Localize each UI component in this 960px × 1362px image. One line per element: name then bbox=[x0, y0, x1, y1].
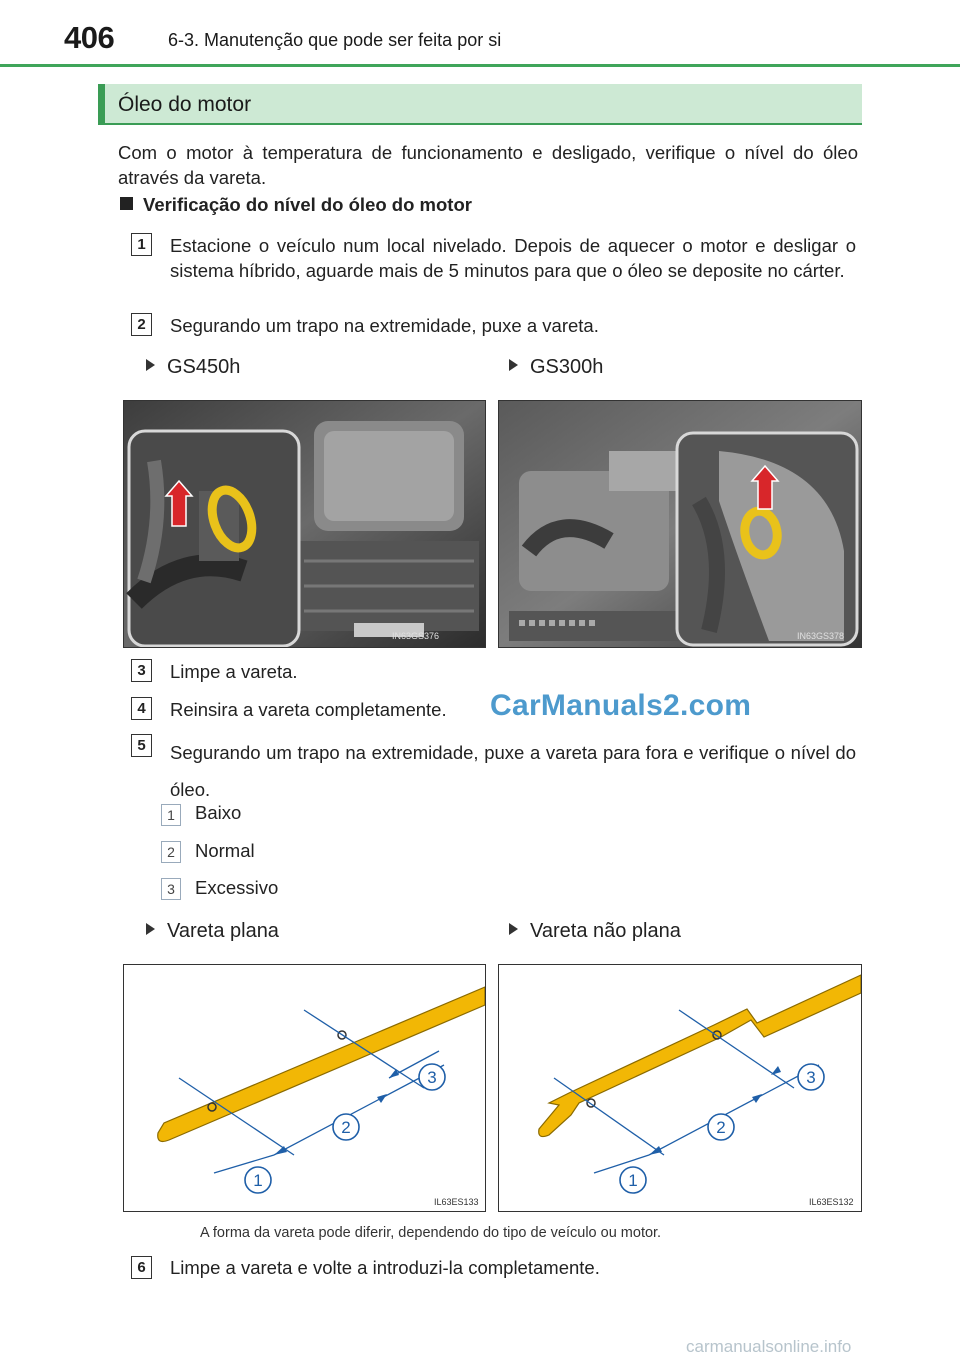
callout-1-flat: 1 bbox=[253, 1171, 263, 1190]
triangle-bullet-icon bbox=[146, 923, 155, 935]
callout-2-flat: 2 bbox=[341, 1118, 351, 1137]
triangle-bullet-icon bbox=[146, 359, 155, 371]
intro-paragraph: Com o motor à temperatura de funcionamento e desligado, verifique o nível do óleo através da vareta. bbox=[118, 142, 858, 188]
level-number-2: 2 bbox=[161, 841, 181, 863]
variant-label-nonflat: Vareta não plana bbox=[509, 920, 681, 943]
callout-3-nonflat: 3 bbox=[806, 1068, 816, 1087]
section-underline bbox=[98, 123, 862, 125]
callout-2-nonflat: 2 bbox=[716, 1118, 726, 1137]
step-5-text: Segurando um trapo na extremidade, puxe a vareta para fora e verifique o nível do óleo. bbox=[170, 742, 856, 800]
chapter-title: 6-3. Manutenção que pode ser feita por si bbox=[168, 30, 502, 50]
engine-photo-gs450h bbox=[123, 400, 486, 648]
step-4-text: Reinsira a vareta completamente. bbox=[170, 699, 447, 720]
level-label-excess: Excessivo bbox=[195, 877, 279, 898]
section-title: Óleo do motor bbox=[118, 93, 252, 116]
variant-label-gs300h: GS300h bbox=[509, 356, 603, 379]
step-3-text: Limpe a vareta. bbox=[170, 661, 298, 682]
image-code-4: IL63ES132 bbox=[809, 1197, 854, 1207]
level-number-1: 1 bbox=[161, 804, 181, 826]
step-number-1: 1 bbox=[131, 233, 152, 256]
section-heading-accent bbox=[98, 84, 105, 124]
dipstick-diagram-nonflat bbox=[498, 964, 862, 1212]
footer-watermark: carmanualsonline.info bbox=[686, 1337, 852, 1356]
triangle-bullet-icon bbox=[509, 359, 518, 371]
page-number: 406 bbox=[64, 20, 115, 55]
image-code-3: IL63ES133 bbox=[434, 1197, 479, 1207]
figure-caption: A forma da vareta pode diferir, dependendo do tipo de veículo ou motor. bbox=[200, 1225, 662, 1241]
step-number-4: 4 bbox=[131, 697, 152, 720]
image-code-1: IN63GS376 bbox=[392, 631, 440, 641]
subsection-heading bbox=[120, 194, 472, 216]
variant-label-flat: Vareta plana bbox=[146, 920, 279, 943]
dipstick-diagram-flat bbox=[123, 964, 486, 1212]
callout-1-nonflat: 1 bbox=[628, 1171, 638, 1190]
step-2-text: Segurando um trapo na extremidade, puxe a vareta. bbox=[170, 315, 599, 336]
engine-photo-gs300h bbox=[498, 400, 862, 648]
level-label-normal: Normal bbox=[195, 840, 255, 861]
step-number-5: 5 bbox=[131, 734, 152, 757]
watermark-text: CarManuals2.com bbox=[490, 689, 752, 722]
triangle-bullet-icon bbox=[509, 923, 518, 935]
step-6-text: Limpe a vareta e volte a introduzi-la completamente. bbox=[170, 1257, 600, 1278]
header-rule bbox=[0, 64, 960, 67]
step-number-3: 3 bbox=[131, 659, 152, 682]
step-1-text: Estacione o veículo num local nivelado. Depois de aquecer o motor e desligar o sistema híbrido, aguarde mais de 5 minutos para que o óleo se deposite no cárter. bbox=[170, 235, 856, 281]
subsection-title: Verificação do nível do óleo do motor bbox=[143, 194, 472, 215]
step-number-2: 2 bbox=[131, 313, 152, 336]
level-label-low: Baixo bbox=[195, 802, 242, 823]
callout-3-flat: 3 bbox=[427, 1068, 437, 1087]
level-number-3: 3 bbox=[161, 878, 181, 900]
step-number-6: 6 bbox=[131, 1256, 152, 1279]
image-code-2: IN63GS378 bbox=[797, 631, 845, 641]
square-bullet-icon bbox=[120, 197, 133, 210]
variant-label-gs450h: GS450h bbox=[146, 356, 240, 379]
